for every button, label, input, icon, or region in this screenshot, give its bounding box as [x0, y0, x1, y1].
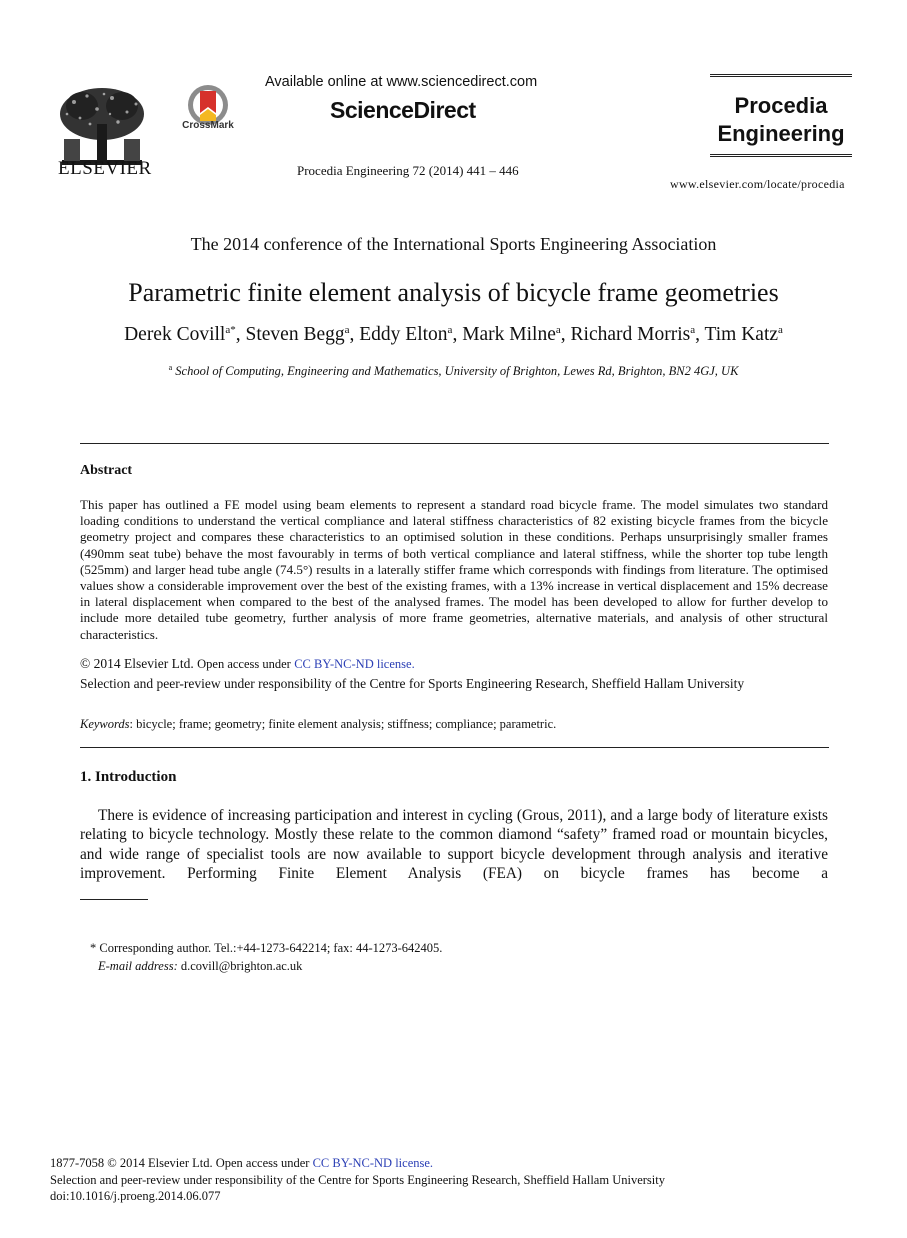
author-name: Tim Katz — [704, 324, 779, 345]
affiliation-sup: a — [168, 363, 173, 372]
copyright-block — [80, 654, 840, 693]
license-link[interactable]: CC BY-NC-ND license. — [294, 657, 415, 671]
paper-title: Parametric finite element analysis of bicycle frame geometries — [128, 278, 779, 307]
affiliation — [0, 364, 907, 379]
copyright-line — [80, 654, 840, 674]
introduction-heading: 1. Introduction — [80, 769, 177, 785]
footer-doi[interactable]: doi:10.1016/j.proeng.2014.06.077 — [50, 1189, 221, 1203]
author-sup: a* — [225, 324, 236, 336]
keywords-line — [80, 717, 556, 732]
journal-url-link[interactable]: www.elsevier.com/locate/procedia — [670, 177, 845, 191]
section-divider-bottom — [80, 747, 829, 748]
keywords-text: : bicycle; frame; geometry; finite element analysis; stiffness; compliance; parametric. — [129, 717, 557, 731]
email-label: E-mail address: — [98, 959, 178, 973]
journal-title-line2: Engineering — [717, 121, 845, 146]
author-name: Derek Covill — [124, 324, 226, 345]
footer-issn-text: 1877-7058 © 2014 Elsevier Ltd. Open access under — [50, 1156, 310, 1170]
journal-title-rule-bottom — [710, 154, 852, 157]
keywords-label: Keywords — [80, 717, 130, 731]
author-name: Eddy Elton — [359, 324, 448, 345]
author-name: Steven Begg — [245, 324, 345, 345]
author-sup: a — [344, 324, 350, 336]
conference-name: The 2014 conference of the International Sports Engineering Association — [190, 234, 717, 254]
author-sup: a — [778, 324, 783, 336]
corresponding-author-note: * Corresponding author. Tel.:+44-1273-642214; fax: 44-1273-642405. — [90, 941, 443, 955]
author-sup: a — [690, 324, 696, 336]
page-footer — [50, 1155, 665, 1205]
publisher-logo-text: ELSEVIER — [58, 158, 152, 179]
author-separator: , — [349, 324, 360, 345]
journal-title — [710, 92, 852, 148]
footer-peer-review: Selection and peer-review under responsibility of the Centre for Sports Engineering Research, Sheffield Hallam University — [50, 1172, 665, 1187]
email-address[interactable]: d.covill@brighton.ac.uk — [177, 959, 303, 973]
journal-title-line1: Procedia — [734, 93, 828, 118]
section-divider-top — [80, 443, 829, 444]
peer-review-line: Selection and peer-review under responsibility of the Centre for Sports Engineering Research, Sheffield Hallam University — [80, 676, 745, 691]
author-separator: , — [452, 324, 463, 345]
author-separator: , — [560, 324, 571, 345]
author-name: Richard Morris — [570, 324, 691, 345]
author-separator: , — [695, 324, 705, 345]
journal-reference: Procedia Engineering 72 (2014) 441 – 446 — [297, 163, 519, 178]
author-separator: , — [235, 324, 246, 345]
author-list — [0, 324, 907, 346]
open-access-text: Open access under — [197, 657, 291, 671]
copyright-text: © 2014 Elsevier Ltd. — [80, 656, 194, 671]
journal-title-rule-top — [710, 74, 852, 77]
footer-issn-line — [50, 1155, 665, 1172]
abstract-heading: Abstract — [80, 463, 133, 478]
affiliation-text: School of Computing, Engineering and Mathematics, University of Brighton, Lewes Rd, Brighton, BN2 4GJ, UK — [175, 364, 739, 378]
author-sup: a — [447, 324, 453, 336]
author-sup: a — [555, 324, 561, 336]
email-note — [98, 959, 302, 974]
footnote-rule — [80, 899, 148, 900]
introduction-body: There is evidence of increasing participation and interest in cycling (Grous, 2011), and a large body of literature exists relating to bicycle technology. Mostly these relate to the common diamond “safety” framed road or mountain bicycles, and wide range of specialist tools are now available to support bicycle development through analysis and iterative improvement. Performing Finite Element Analysis (FEA) on bicycle frames has become a — [80, 807, 828, 883]
author-name: Mark Milne — [462, 324, 556, 345]
sciencedirect-brand[interactable]: ScienceDirect — [330, 97, 476, 123]
abstract-body: This paper has outlined a FE model using beam elements to represent a standard road bicycle frame. The model simulates two standard loading conditions to understand the vertical compliance and lateral stiffness characteristics of 82 existing bicycle frames from the bicycle geometry project and compares these characteristics to an optimised solution in these conditions. Perhaps unsurprisingly smaller frames (490mm seat tube) behave the most favourably in terms of both vertical compliance and lateral stiffness, while the shorter top tube length (525mm) and larger head tube angle (74.5°) results in a laterally stiffer frame which corresponds with findings from literature. The optimised values show a considerable improvement over the best of the existing frames, with a 13% increase in vertical displacement and 15% decrease in lateral displacement when compared to the best of the analysed frames. The model has been developed to allow for further develop to include more detailed tube geometry, further analysis of more frame geometries, alternative materials, and analysis of other structural characteristics. — [80, 497, 828, 642]
available-online-link[interactable]: Available online at www.sciencedirect.com — [265, 74, 538, 90]
footer-license-link[interactable]: CC BY-NC-ND license. — [312, 1156, 434, 1170]
crossmark-label[interactable]: CrossMark — [182, 120, 234, 131]
